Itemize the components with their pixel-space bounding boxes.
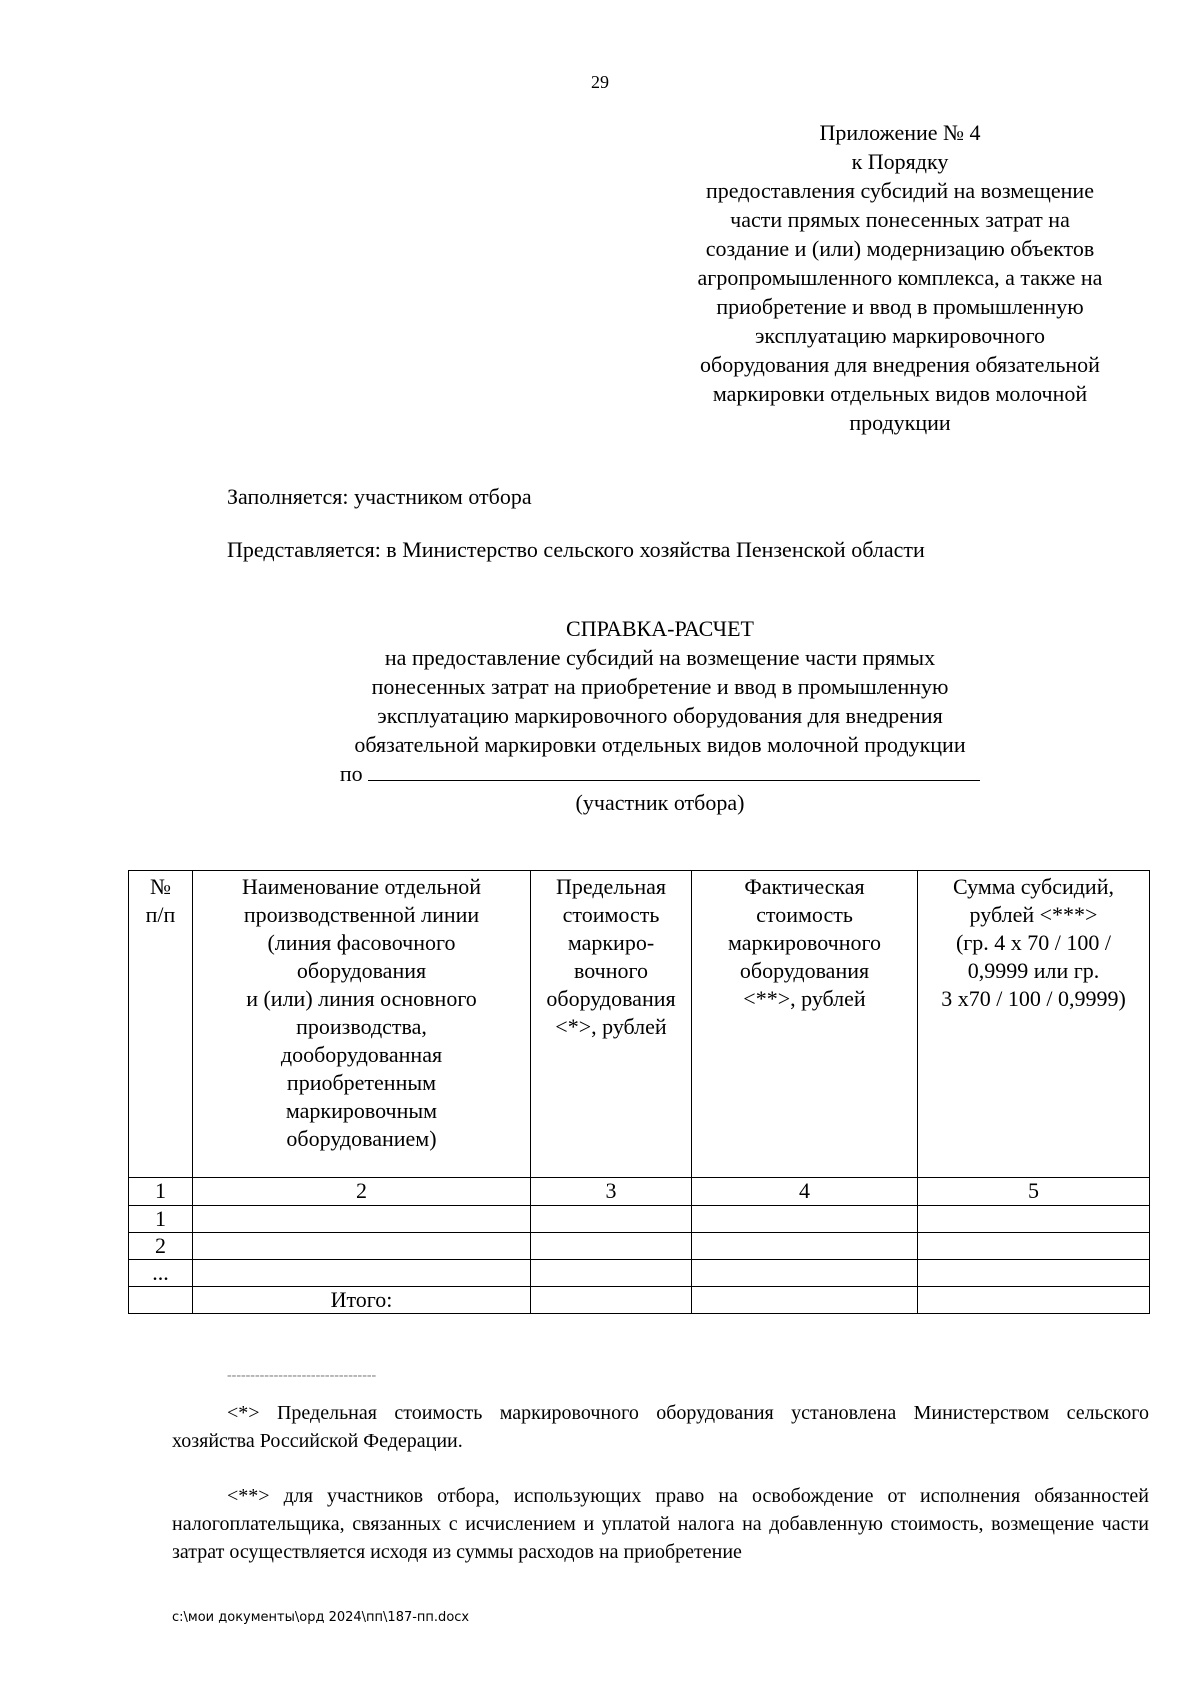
column-number-cell: 5 (918, 1178, 1150, 1206)
appendix-line: оборудования для внедрения обязательной (700, 352, 1100, 377)
column-number-row (129, 1178, 1150, 1206)
participant-caption: (участник отбора) (575, 790, 745, 815)
header-cell-actual-cost: Фактическая стоимость маркировочного оборудования <**>, рублей (692, 871, 918, 1178)
submitted-to-text: Представляется: в Министерство сельского хозяйства Пензенской области (227, 537, 925, 562)
table-row (129, 1260, 1150, 1287)
appendix-line: части прямых понесенных затрат на (730, 207, 1070, 232)
table-cell: 2 (129, 1233, 193, 1260)
table-cell (692, 1233, 918, 1260)
total-label: Итого: (193, 1287, 531, 1314)
table-cell (129, 1287, 193, 1314)
document-title: СПРАВКА-РАСЧЕТ (566, 616, 754, 641)
document-title-block (260, 614, 1060, 817)
column-number-cell: 4 (692, 1178, 918, 1206)
total-row (129, 1287, 1150, 1314)
table-cell (193, 1260, 531, 1287)
po-label: по (339, 761, 363, 786)
table-cell (918, 1287, 1150, 1314)
appendix-line: Приложение № 4 (819, 120, 981, 145)
participant-blank-line (368, 760, 980, 781)
table-row (129, 1206, 1150, 1233)
table-cell (918, 1260, 1150, 1287)
filled-by-text: Заполняется: участником отбора (227, 484, 532, 509)
header-cell-max-cost: Предельная стоимость маркиро- вочного оборудования <*>, рублей (531, 871, 692, 1178)
table-row (129, 1233, 1150, 1260)
appendix-line: эксплуатацию маркировочного (754, 323, 1046, 348)
appendix-line: маркировки отдельных видов молочной (712, 381, 1088, 406)
column-number-cell: 1 (129, 1178, 193, 1206)
page-number: 29 (591, 72, 609, 92)
footnote-2: <**> для участников отбора, использующих право на освобождение от исполнения обязанностей налогоплательщика, связанных с исчислением и уплатой налога на добавленную стоимость, возмещение части затрат осуществляется исходя из суммы расходов на приобретение (172, 1485, 1149, 1563)
table-header-row (129, 871, 1150, 1178)
appendix-line: приобретение и ввод в промышленную (716, 294, 1084, 319)
table-cell (531, 1206, 692, 1233)
header-cell-line-name: Наименование отдельной производственной линии (линия фасовочного оборудования и (или) линия основного производства, дооборудованная приобретенным маркировочным оборудованием) (193, 871, 531, 1178)
table-cell (531, 1287, 692, 1314)
table-cell (531, 1260, 692, 1287)
file-path: c:\мои документы\орд 2024\пп\187-пп.docx (172, 1610, 470, 1625)
table-cell (531, 1233, 692, 1260)
participant-line (260, 759, 1060, 788)
table-cell (692, 1260, 918, 1287)
document-subtitle-line: обязательной маркировки отдельных видов молочной продукции (354, 732, 966, 757)
appendix-line: продукции (849, 410, 951, 435)
footnote-1: <*> Предельная стоимость маркировочного оборудования установлена Министерством сельского хозяйства Российской Федерации. (172, 1402, 1149, 1452)
table-cell (692, 1287, 918, 1314)
document-subtitle-line: понесенных затрат на приобретение и ввод в промышленную (371, 674, 949, 699)
appendix-line: предоставления субсидий на возмещение (706, 178, 1094, 203)
table-cell (918, 1233, 1150, 1260)
document-subtitle-line: на предоставление субсидий на возмещение части прямых (384, 645, 936, 670)
appendix-line: к Порядку (851, 149, 949, 174)
document-subtitle-line: эксплуатацию маркировочного оборудования для внедрения (377, 703, 943, 728)
appendix-header (655, 118, 1145, 437)
header-cell-number: № п/п (129, 871, 193, 1178)
footnote-separator: -------------------------------- (227, 1368, 377, 1383)
appendix-line: создание и (или) модернизацию объектов (705, 236, 1095, 261)
table-cell (918, 1206, 1150, 1233)
table-cell: 1 (129, 1206, 193, 1233)
calculation-table (128, 870, 1150, 1314)
appendix-line: агропромышленного комплекса, а также на (697, 265, 1103, 290)
column-number-cell: 3 (531, 1178, 692, 1206)
header-cell-subsidy-sum: Сумма субсидий, рублей <***> (гр. 4 x 70 / 100 / 0,9999 или гр. 3 x70 / 100 / 0,9999) (918, 871, 1150, 1178)
table-cell (193, 1233, 531, 1260)
table-cell: ... (129, 1260, 193, 1287)
table-cell (193, 1206, 531, 1233)
column-number-cell: 2 (193, 1178, 531, 1206)
table-cell (692, 1206, 918, 1233)
